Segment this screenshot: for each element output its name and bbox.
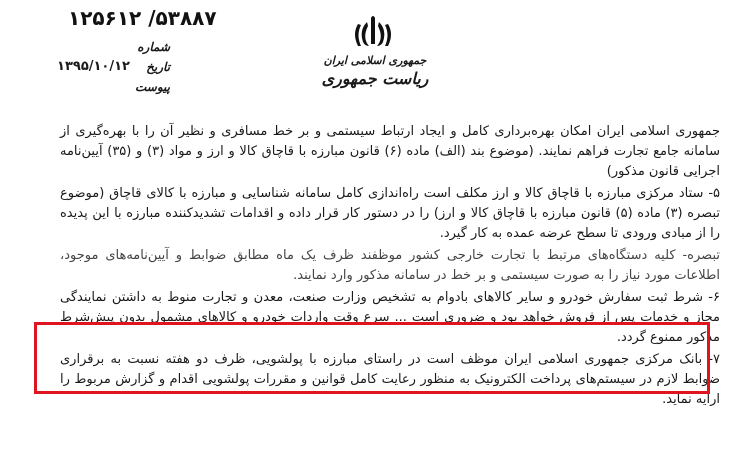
letter-reference-number: ۵۳۸۸۷/ ۱۲۵۶۱۲ (68, 6, 217, 30)
meta-row-date (40, 60, 170, 80)
meta-label: شماره (137, 40, 170, 54)
highlight-box (34, 322, 710, 394)
paragraph-note: تبصره- کلیه دستگاه‌های مرتبط با تجارت خارجی کشور موظفند ظرف یک ماه مطابق ضوابط و آیین‌نامه‌های موجود، اطلاعات مورد نیاز را به صورت سیستمی و بر خط در سامانه مذکور وارد نمایند. (60, 248, 720, 283)
presidency-title: ریاست جمهوری (321, 69, 429, 88)
meta-row-number (40, 40, 170, 60)
paragraph-7: ۷- بانک مرکزی جمهوری اسلامی ایران موظف است در راستای مبارزه با پولشویی، ظرف دو هفته نسبت به برقراری ضوابط لازم در سیستم‌های پرداخت الکترونیک به منظور رعایت کامل قوانین و مقررات پولشویی اقدام و گزارش مربوط را ارایه نماید. (60, 352, 720, 407)
paragraph-5: ۵- ستاد مرکزی مبارزه با قاچاق کالا و ارز مکلف است راه‌اندازی کامل سامانه شناسایی و مبارزه با کالای قاچاق (موضوع تبصره (۳) ماده (۵) قانون مبارزه با قاچاق کالا و ارز) را در دستور کار قرار داده و اقدامات تشدیدکننده مبارزه با این پدیده را از مبادی ورودی تا سطح عرضه عمده به کار گیرد. (60, 186, 720, 241)
meta-row-attachment (40, 80, 170, 100)
meta-label: پیوست (135, 80, 170, 94)
meta-value: ۱۳۹۵/۱۰/۱۲ (57, 59, 130, 74)
paragraph-intro: جمهوری اسلامی ایران امکان بهره‌برداری کامل و ایجاد ارتباط سیستمی و بر خط مسافری و نظیر آن را با بهره‌گیری از سامانه جامع تجارت فراهم نمایند. (موضوع بند (الف) ماده (۶) قانون مبارزه با قاچاق کالا و ارز و مواد (۳) و (۳۵) آیین‌نامه اجرایی قانون مذکور) (60, 124, 721, 179)
iran-emblem-icon (350, 12, 396, 52)
paragraph-6: ۶- شرط ثبت سفارش خودرو و سایر کالاهای بادوام به تشخیص وزارت صنعت، معدن و تجارت منوط به داشتن نمایندگی مجاز و خدمات پس از فروش خواهد بود و ضروری است ... سرع وقت واردات خودرو و کالاهای مشمول بدون پیش‌شرط مذکور ممنوع گردد. (60, 290, 720, 345)
republic-title: جمهوری اسلامی ایران (323, 54, 427, 67)
letterhead (320, 54, 430, 88)
meta-label: تاریخ (146, 60, 170, 74)
letter-meta (40, 40, 170, 100)
